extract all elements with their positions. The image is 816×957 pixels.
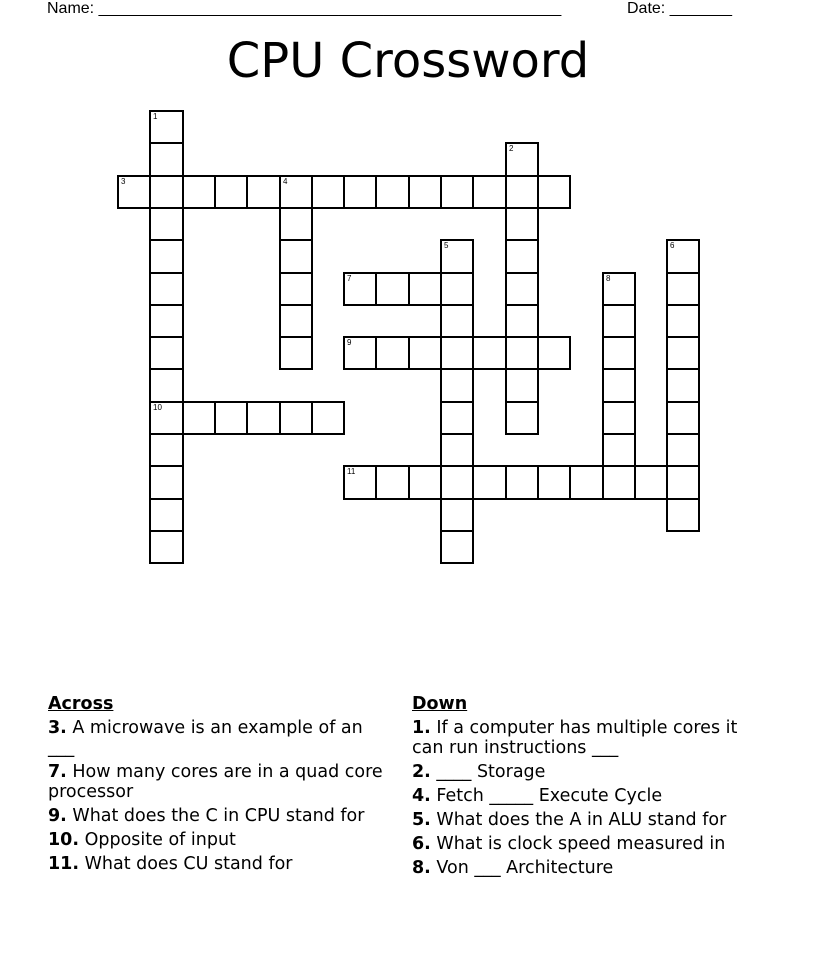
- crossword-cell[interactable]: [440, 175, 474, 209]
- crossword-cell[interactable]: [666, 433, 700, 467]
- crossword-cell[interactable]: [279, 239, 313, 274]
- crossword-cell[interactable]: [149, 401, 184, 435]
- crossword-cell[interactable]: [602, 336, 636, 370]
- down-clue-list: [412, 718, 772, 878]
- crossword-cell[interactable]: [440, 336, 474, 370]
- clue-item-number: 5.: [412, 810, 431, 830]
- crossword-cell[interactable]: [149, 498, 184, 532]
- crossword-cell[interactable]: [602, 401, 636, 435]
- crossword-cell[interactable]: [505, 207, 539, 241]
- clue-item-text: If a computer has multiple cores it can run instructions ___: [412, 718, 738, 758]
- clue-item-number: 10.: [48, 830, 80, 850]
- clue-item-number: 1.: [412, 718, 431, 738]
- crossword-cell[interactable]: [375, 336, 410, 370]
- clue-item: [48, 830, 388, 850]
- name-field-label[interactable]: Name: ____________________________________________________: [47, 0, 562, 17]
- crossword-cell[interactable]: [472, 465, 507, 500]
- crossword-cell[interactable]: [505, 142, 539, 177]
- clue-item-text: Von ___ Architecture: [430, 858, 614, 878]
- crossword-cell[interactable]: [279, 304, 313, 338]
- clue-item-text: What is clock speed measured in: [430, 834, 726, 854]
- crossword-cell[interactable]: [505, 175, 539, 209]
- clue-item: [48, 762, 388, 802]
- crossword-cell[interactable]: [279, 207, 313, 241]
- crossword-cell[interactable]: [408, 336, 442, 370]
- clue-number: 8: [606, 274, 611, 283]
- crossword-cell[interactable]: [149, 433, 184, 467]
- crossword-cell[interactable]: [440, 239, 474, 274]
- crossword-cell[interactable]: [440, 401, 474, 435]
- crossword-cell[interactable]: [149, 110, 184, 144]
- crossword-cell[interactable]: [569, 465, 604, 500]
- crossword-cell[interactable]: [149, 239, 184, 274]
- crossword-cell[interactable]: [214, 175, 248, 209]
- across-clues: [48, 694, 388, 878]
- crossword-cell[interactable]: [149, 304, 184, 338]
- date-field-label[interactable]: Date: _______: [627, 0, 732, 17]
- clue-item-number: 3.: [48, 718, 67, 738]
- clue-number: 6: [670, 241, 675, 250]
- crossword-cell[interactable]: [505, 465, 539, 500]
- crossword-cell[interactable]: [505, 304, 539, 338]
- clue-number: 4: [283, 177, 288, 186]
- crossword-cell[interactable]: [182, 175, 216, 209]
- crossword-cell[interactable]: [440, 272, 474, 306]
- clue-item-text: Opposite of input: [79, 830, 236, 850]
- clue-item: [48, 854, 388, 874]
- clue-item: [412, 762, 772, 782]
- clue-number: 7: [347, 274, 352, 283]
- crossword-cell[interactable]: [634, 465, 668, 500]
- crossword-cell[interactable]: [375, 272, 410, 306]
- clue-item-number: 7.: [48, 762, 67, 782]
- down-clues: [412, 694, 772, 882]
- clue-item-number: 11.: [48, 854, 80, 874]
- crossword-cell[interactable]: [149, 368, 184, 403]
- crossword-cell[interactable]: [440, 304, 474, 338]
- crossword-cell[interactable]: [182, 401, 216, 435]
- clue-item-text: A microwave is an example of an ___: [48, 718, 363, 758]
- clue-item-number: 2.: [412, 762, 431, 782]
- crossword-cell[interactable]: [440, 530, 474, 564]
- page-title: CPU Crossword: [226, 33, 590, 89]
- crossword-cell[interactable]: [279, 336, 313, 370]
- crossword-cell[interactable]: [149, 336, 184, 370]
- crossword-cell[interactable]: [666, 336, 700, 370]
- clue-item-number: 8.: [412, 858, 431, 878]
- crossword-cell[interactable]: [602, 465, 636, 500]
- clue-item-text: What does the C in CPU stand for: [66, 806, 365, 826]
- clue-item: [412, 810, 772, 830]
- crossword-cell[interactable]: [343, 272, 377, 306]
- crossword-cell[interactable]: [408, 465, 442, 500]
- crossword-cell[interactable]: [149, 142, 184, 177]
- clue-item: [412, 786, 772, 806]
- crossword-cell[interactable]: [246, 175, 281, 209]
- clue-number: 11: [347, 467, 356, 476]
- crossword-cell[interactable]: [279, 175, 313, 209]
- clue-number: 3: [121, 177, 126, 186]
- crossword-cell[interactable]: [666, 304, 700, 338]
- crossword-cell[interactable]: [440, 368, 474, 403]
- clue-item-text: ____ Storage: [430, 762, 546, 782]
- crossword-cell[interactable]: [408, 272, 442, 306]
- crossword-cell[interactable]: [343, 175, 377, 209]
- crossword-cell[interactable]: [666, 368, 700, 403]
- clue-number: 9: [347, 338, 352, 347]
- crossword-cell[interactable]: [149, 207, 184, 241]
- crossword-cell[interactable]: [666, 498, 700, 532]
- crossword-cell[interactable]: [117, 175, 151, 209]
- clue-item-text: Fetch _____ Execute Cycle: [430, 786, 663, 806]
- crossword-cell[interactable]: [279, 401, 313, 435]
- crossword-cell[interactable]: [505, 401, 539, 435]
- crossword-cell[interactable]: [408, 175, 442, 209]
- clue-item-text: What does CU stand for: [79, 854, 293, 874]
- clue-number: 10: [153, 403, 162, 412]
- crossword-cell[interactable]: [311, 401, 345, 435]
- crossword-cell[interactable]: [666, 272, 700, 306]
- crossword-cell[interactable]: [440, 498, 474, 532]
- crossword-cell[interactable]: [505, 239, 539, 274]
- crossword-cell[interactable]: [666, 401, 700, 435]
- crossword-cell[interactable]: [602, 304, 636, 338]
- crossword-cell[interactable]: [505, 368, 539, 403]
- crossword-cell[interactable]: [375, 465, 410, 500]
- clue-item-number: 6.: [412, 834, 431, 854]
- across-clue-list: [48, 718, 388, 874]
- clue-number: 1: [153, 112, 158, 121]
- crossword-cell[interactable]: [311, 175, 345, 209]
- crossword-cell[interactable]: [602, 272, 636, 306]
- crossword-cell[interactable]: [666, 239, 700, 274]
- clue-item: [48, 806, 388, 826]
- crossword-cell[interactable]: [537, 175, 571, 209]
- crossword-cell[interactable]: [149, 272, 184, 306]
- crossword-cell[interactable]: [440, 465, 474, 500]
- crossword-cell[interactable]: [505, 336, 539, 370]
- crossword-cell[interactable]: [472, 175, 507, 209]
- clue-number: 2: [509, 144, 514, 153]
- across-heading: Across: [48, 694, 114, 714]
- clue-item-number: 4.: [412, 786, 431, 806]
- clue-item-number: 9.: [48, 806, 67, 826]
- crossword-cell[interactable]: [214, 401, 248, 435]
- crossword-cell[interactable]: [343, 465, 377, 500]
- crossword-cell[interactable]: [505, 272, 539, 306]
- clue-item: [48, 718, 388, 758]
- crossword-cell[interactable]: [666, 465, 700, 500]
- crossword-cell[interactable]: [537, 465, 571, 500]
- down-heading: Down: [412, 694, 468, 714]
- crossword-cell[interactable]: [375, 175, 410, 209]
- clue-item: [412, 858, 772, 878]
- crossword-cell[interactable]: [149, 175, 184, 209]
- clue-item: [412, 718, 772, 758]
- crossword-cell[interactable]: [602, 433, 636, 467]
- crossword-cell[interactable]: [343, 336, 377, 370]
- crossword-cell[interactable]: [602, 368, 636, 403]
- clue-number: 5: [444, 241, 449, 250]
- crossword-cell[interactable]: [149, 465, 184, 500]
- crossword-cell[interactable]: [440, 433, 474, 467]
- clue-item-text: How many cores are in a quad core processor: [48, 762, 383, 802]
- crossword-cell[interactable]: [279, 272, 313, 306]
- clue-item: [412, 834, 772, 854]
- crossword-cell[interactable]: [246, 401, 281, 435]
- crossword-cell[interactable]: [537, 336, 571, 370]
- crossword-cell[interactable]: [149, 530, 184, 564]
- crossword-cell[interactable]: [472, 336, 507, 370]
- clue-item-text: What does the A in ALU stand for: [430, 810, 727, 830]
